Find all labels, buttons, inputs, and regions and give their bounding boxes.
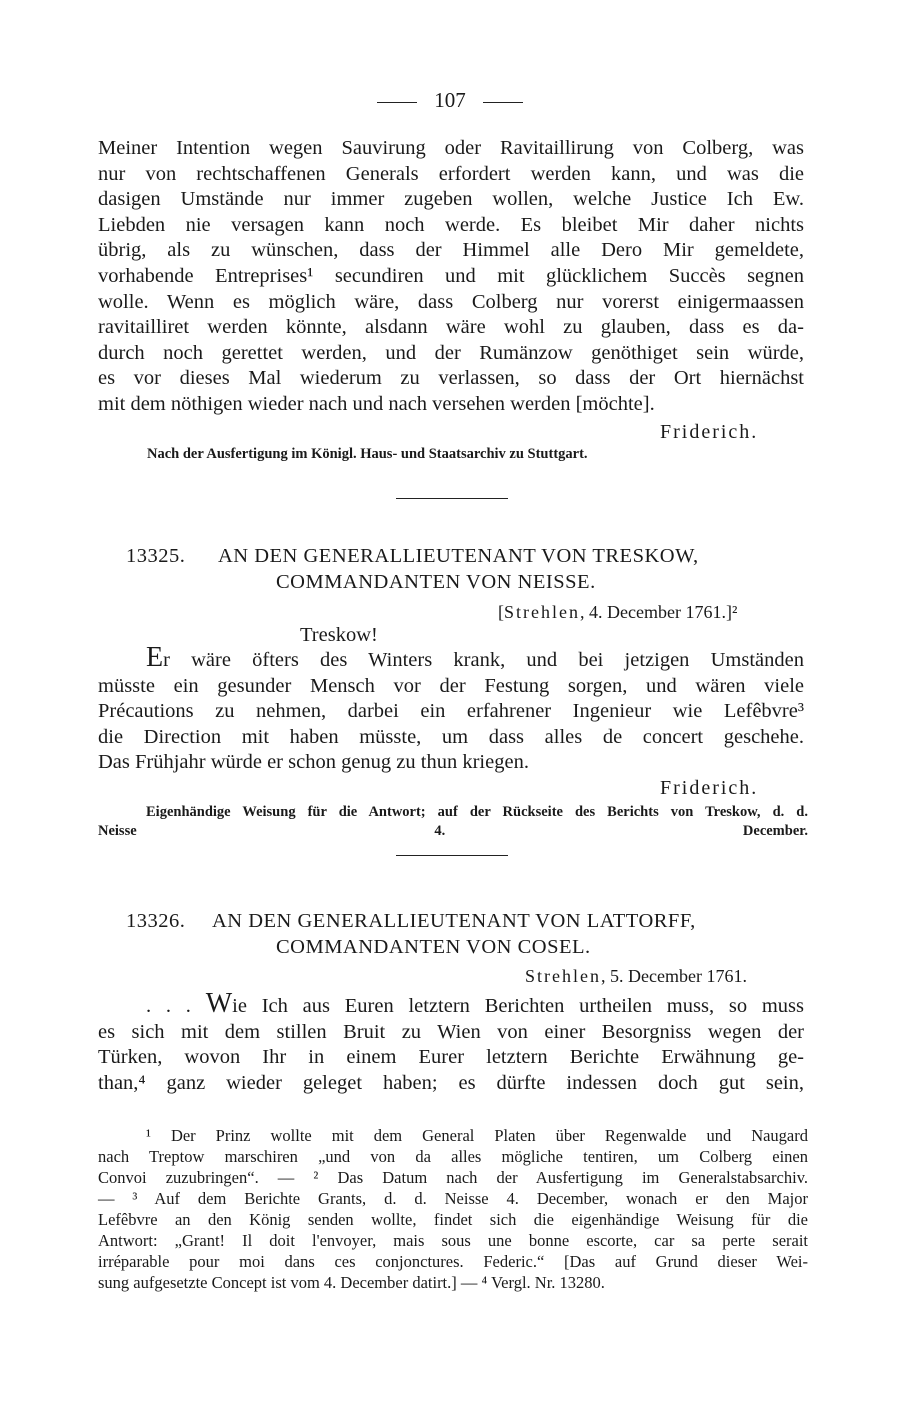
dateline-place: Strehlen xyxy=(525,966,601,986)
text-fragment: ie Ich aus Euren letztern Berichten urtheilen muss, so muss xyxy=(232,995,804,1017)
text-line: die Direction mit haben müsste, um dass alles de concert geschehe. xyxy=(98,725,804,748)
text-line: übrig, als zu wünschen, dass der Himmel alle Dero Mir gemeldete, xyxy=(98,239,804,262)
document-title-line-1: AN DEN GENERALLIEUTENANT VON TRESKOW, xyxy=(218,545,699,567)
text-line: nur von rechtschaffenen Generals erfordert werden kann, und was die xyxy=(98,162,804,185)
letter-body-13326 xyxy=(98,988,804,1096)
letter-continuation xyxy=(98,136,804,418)
page-header xyxy=(0,88,900,113)
footnote-line: irréparable pour moi dans ces conjonctures. Federic.“ [Das auf Grund dieser Wei- xyxy=(98,1252,808,1271)
document-title-line-2: COMMANDANTEN VON NEISSE. xyxy=(276,571,596,593)
dateline-date: , 4. December 1761.] xyxy=(580,602,732,622)
text-line: es sich mit dem stillen Bruit zu Wien von einer Besorgniss wegen der xyxy=(98,1020,804,1043)
footnote-line: ¹ Der Prinz wollte mit dem General Platen über Regenwalde und Naugard xyxy=(146,1126,808,1145)
footnote-line: Convoi zuzubringen“. — ² Das Datum nach der Ausfertigung im Generalstabsarchiv. xyxy=(98,1168,808,1187)
text-line: mit dem nöthigen wieder nach und nach versehen werden [möchte]. xyxy=(98,392,655,415)
initial-letter: W xyxy=(205,988,233,1019)
text-line xyxy=(98,642,804,674)
letter-body-13325 xyxy=(98,642,804,776)
dateline-date: , 5. December 1761. xyxy=(601,966,747,986)
footnote-line: sung aufgesetzte Concept ist vom 4. December datirt.] — ⁴ Vergl. Nr. 13280. xyxy=(98,1273,605,1292)
text-line: Précautions zu nehmen, darbei ein erfahrener Ingenieur wie Lefêbvre³ xyxy=(98,700,804,723)
text-line: Türken, wovon Ihr in einem Eurer letztern Berichte Erwähnung ge- xyxy=(98,1046,804,1069)
dateline xyxy=(498,602,737,623)
text-line: Meiner Intention wegen Sauvirung oder Ravitaillirung von Colberg, was xyxy=(98,137,804,159)
source-line: Eigenhändige Weisung für die Antwort; auf der Rückseite des Berichts von Treskow, d. d. xyxy=(146,804,808,820)
signature: Friderich. xyxy=(660,421,759,443)
document-number: 13325. xyxy=(126,545,186,567)
header-rule-right xyxy=(483,102,523,103)
source-note: Nach der Ausfertigung im Königl. Haus- und Staatsarchiv zu Stuttgart. xyxy=(147,446,588,462)
text-line: wolle. Wenn es möglich wäre, dass Colberg nur vorerst einigermaassen xyxy=(98,290,804,313)
text-line: müsste ein gesunder Mensch vor der Festung sorgen, und wären viele xyxy=(98,674,804,697)
text-fragment: r wäre öfters des Winters krank, und bei jetzigen Umständen xyxy=(163,649,804,671)
source-note xyxy=(98,803,808,841)
text-line: Das Frühjahr würde er schon genug zu thun kriegen. xyxy=(98,751,529,774)
signature: Friderich. xyxy=(660,777,759,799)
initial-letter: E xyxy=(146,642,164,673)
salutation: Treskow! xyxy=(300,624,378,646)
text-line: vorhabende Entreprises¹ secundiren und mit glücklichem Succès segnen xyxy=(98,264,804,287)
source-line: Neisse 4. December. xyxy=(98,823,808,839)
text-line: dasigen Umstände nur immer zugeben wollen, welche Justice Ich Ew. xyxy=(98,188,804,211)
footnote-marker: ² xyxy=(731,602,738,622)
ellipsis: . . . xyxy=(146,995,191,1017)
text-line: es vor dieses Mal wiederum zu verlassen, so dass der Ort hiernächst xyxy=(98,367,804,390)
footnotes xyxy=(98,1125,808,1293)
text-line xyxy=(98,988,804,1020)
header-rule-left xyxy=(377,102,417,103)
document-number: 13326. xyxy=(126,910,186,932)
footnote-line: Lefêbvre an den König senden wollte, findet sich die eigenhändige Weisung für die xyxy=(98,1210,808,1229)
footnote-line: nach Treptow marschiren „und von da alles mögliche tentiren, um Colberg einen xyxy=(98,1147,808,1166)
dateline xyxy=(525,966,747,987)
section-divider xyxy=(396,498,508,499)
document-title-line-1: AN DEN GENERALLIEUTENANT VON LATTORFF, xyxy=(212,910,696,932)
dateline-place: Strehlen xyxy=(504,602,580,622)
text-line: than,⁴ ganz wieder geleget haben; es dürfte indessen doch gut sein, xyxy=(98,1071,804,1094)
footnote-line: Antwort: „Grant! Il doit l'envoyer, mais sous une bonne escorte, car sa perte serait xyxy=(98,1231,808,1250)
text-line: ravitailliret werden könnte, alsdann wäre wohl zu glauben, dass es da- xyxy=(98,316,804,339)
text-line: durch noch gerettet werden, und der Rumänzow genöthiget sein würde, xyxy=(98,341,804,364)
page-number: 107 xyxy=(434,88,466,112)
text-line: Liebden nie versagen kann noch werde. Es bleibet Mir daher nichts xyxy=(98,213,804,236)
section-divider xyxy=(396,855,508,856)
dateline-bracket: [ xyxy=(498,602,504,622)
footnote-line: — ³ Auf dem Berichte Grants, d. d. Neisse 4. December, wonach er den Major xyxy=(98,1189,808,1208)
document-title-line-2: COMMANDANTEN VON COSEL. xyxy=(276,936,591,958)
